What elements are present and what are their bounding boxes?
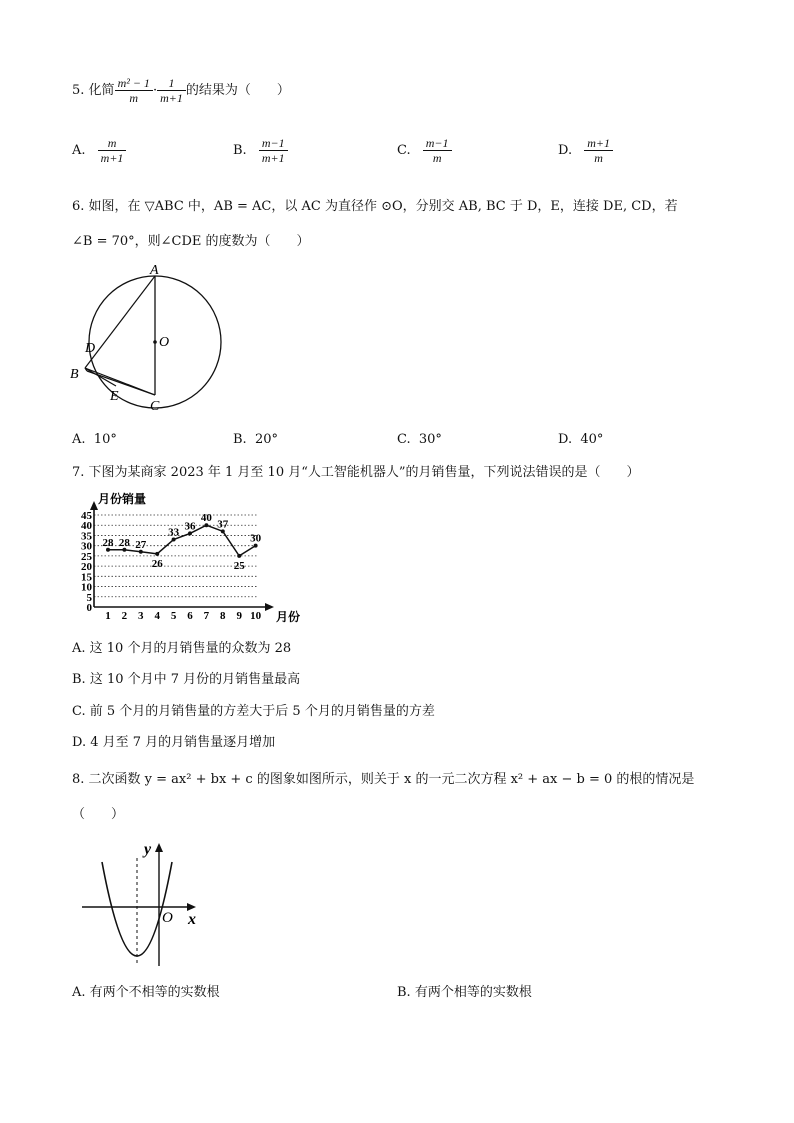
data-point (155, 552, 159, 556)
y-tick-label: 10 (81, 581, 92, 594)
center-point-o (153, 340, 157, 344)
y-tick-label: 35 (81, 530, 92, 543)
q6-circle-figure (66, 262, 226, 417)
data-label: 26 (151, 557, 163, 570)
y-tick-label: 25 (81, 550, 92, 563)
x-tick-label: 8 (220, 610, 226, 622)
question-8-stem: 8. 二次函数 y = ax² + bx + c 的图象如图所示，则关于 x 的一元二次方程 x² + ax − b = 0 的根的情况是 (72, 772, 695, 787)
origin-label: O (162, 910, 173, 926)
label-b: B (70, 367, 79, 382)
q6-option-b-text: 20° (254, 432, 278, 447)
q6-option-a-text: 10° (93, 432, 117, 447)
chart-x-axis-label: 月份 (276, 610, 301, 624)
q5-suffix: 的结果为（ ） (185, 83, 290, 98)
q5-option-a-label: A. (72, 143, 86, 158)
q6-option-a (72, 431, 117, 449)
question-8-paren: （ ） (72, 807, 125, 822)
q6-option-d-label: D. (558, 432, 573, 447)
q8-parabola-figure (78, 838, 208, 968)
q5-option-c-label: C. (397, 143, 411, 158)
segment-ad (85, 276, 155, 368)
q5-option-c (397, 136, 452, 165)
q5-option-c-num: m−1 (423, 136, 452, 151)
x-tick-label: 2 (121, 610, 128, 622)
chart-title: 月份销量 (98, 492, 147, 506)
label-c: C (150, 399, 160, 414)
q5-option-b-fraction (259, 136, 288, 165)
q7-sales-line-chart (68, 487, 328, 625)
q6-option-b (233, 431, 278, 449)
q7-option-d: D. 4 月至 7 月的月销售量逐月增加 (72, 735, 276, 750)
sales-line (108, 525, 256, 556)
data-label: 28 (102, 536, 114, 549)
question-6-line-2: ∠B = 70°，则∠CDE 的度数为（ ） (72, 234, 310, 249)
y-axis-arrow (155, 843, 163, 852)
q7-option-a: A. 这 10 个月的月销售量的众数为 28 (72, 641, 292, 656)
q5-option-a-den: m+1 (100, 151, 124, 165)
q7-option-c: C. 前 5 个月的月销售量的方差大于后 5 个月的月销售量的方差 (72, 704, 435, 719)
y-axis-arrow (90, 501, 98, 510)
y-tick-label: 30 (81, 540, 92, 553)
q6-option-d (558, 431, 603, 449)
x-tick-label: 9 (236, 610, 242, 622)
label-a: A (150, 263, 159, 278)
q5-multiply-dot: · (152, 83, 158, 98)
q5-option-a-num: m (98, 136, 127, 151)
y-tick-label: 20 (81, 561, 92, 574)
x-tick-label: 4 (154, 610, 160, 622)
q5-frac1-denominator: m (129, 91, 139, 105)
q5-option-a (72, 136, 126, 165)
q5-option-d (558, 136, 613, 165)
q5-option-c-fraction (423, 136, 452, 165)
q6-option-c-text: 30° (418, 432, 442, 447)
data-label: 33 (168, 526, 180, 539)
data-label: 37 (217, 518, 229, 531)
q7-option-b: B. 这 10 个月中 7 月份的月销售量最高 (72, 672, 301, 687)
q6-option-c-label: C. (397, 432, 411, 447)
data-label: 30 (250, 532, 262, 545)
q6-option-b-label: B. (233, 432, 247, 447)
x-tick-label: 5 (170, 610, 177, 622)
y-tick-label: 40 (81, 520, 92, 533)
y-tick-label: 0 (86, 602, 92, 614)
q5-frac1-numerator: m² − 1 (115, 76, 153, 91)
y-tick-label: 5 (86, 591, 92, 604)
x-tick-label: 1 (105, 610, 111, 622)
x-tick-label: 7 (203, 610, 210, 622)
data-label: 36 (184, 520, 196, 533)
q5-frac2-numerator: 1 (157, 76, 186, 91)
label-o: O (159, 335, 170, 350)
question-5-stem (72, 76, 290, 105)
q6-option-d-text: 40° (580, 432, 604, 447)
question-6-line-1: 6. 如图，在 ▽ABC 中，AB = AC，以 AC 为直径作 ⊙O，分别交 AB, BC 于 D，E，连接 DE, CD，若 (72, 199, 678, 214)
y-tick-label: 15 (81, 571, 92, 584)
question-7-stem: 7. 下图为某商家 2023 年 1 月至 10 月“人工智能机器人”的月销售量，下列说法错误的是（ ） (72, 465, 640, 480)
q5-prefix: 化简 (88, 83, 115, 98)
x-axis-arrow (265, 603, 274, 611)
q5-fraction-2 (157, 76, 186, 105)
q5-option-d-den: m (594, 151, 603, 165)
data-label: 28 (118, 536, 130, 549)
q5-option-d-label: D. (558, 143, 573, 158)
data-label: 25 (233, 559, 245, 572)
q5-option-b (233, 136, 288, 165)
y-tick-label: 45 (81, 510, 92, 522)
label-e: E (110, 389, 119, 404)
q5-option-d-num: m+1 (584, 136, 613, 151)
q5-frac2-denominator: m+1 (160, 91, 183, 105)
data-label: 40 (200, 512, 212, 525)
q5-option-a-fraction (98, 136, 127, 165)
q6-option-c (397, 431, 442, 449)
q5-option-b-den: m+1 (261, 151, 285, 165)
x-tick-label: 3 (138, 610, 144, 622)
q8-option-a: A. 有两个不相等的实数根 (72, 985, 220, 1000)
y-axis-label: y (144, 841, 152, 858)
data-point (237, 554, 241, 558)
data-label: 27 (135, 538, 147, 551)
q5-option-b-label: B. (233, 143, 247, 158)
label-d: D (85, 341, 96, 356)
x-tick-label: 6 (187, 610, 193, 622)
segment-de (85, 368, 116, 386)
chart-series (103, 512, 262, 572)
q6-option-a-label: A. (72, 432, 86, 447)
q8-option-b: B. 有两个相等的实数根 (397, 985, 532, 1000)
x-axis-arrow (187, 903, 196, 911)
q5-fraction-1 (115, 76, 153, 105)
x-axis-label: x (188, 911, 196, 928)
q5-option-d-fraction (584, 136, 613, 165)
q5-option-c-den: m (432, 151, 442, 165)
x-tick-label: 10 (250, 610, 262, 622)
q5-option-b-num: m−1 (259, 136, 288, 151)
q5-number: 5. (72, 83, 85, 98)
